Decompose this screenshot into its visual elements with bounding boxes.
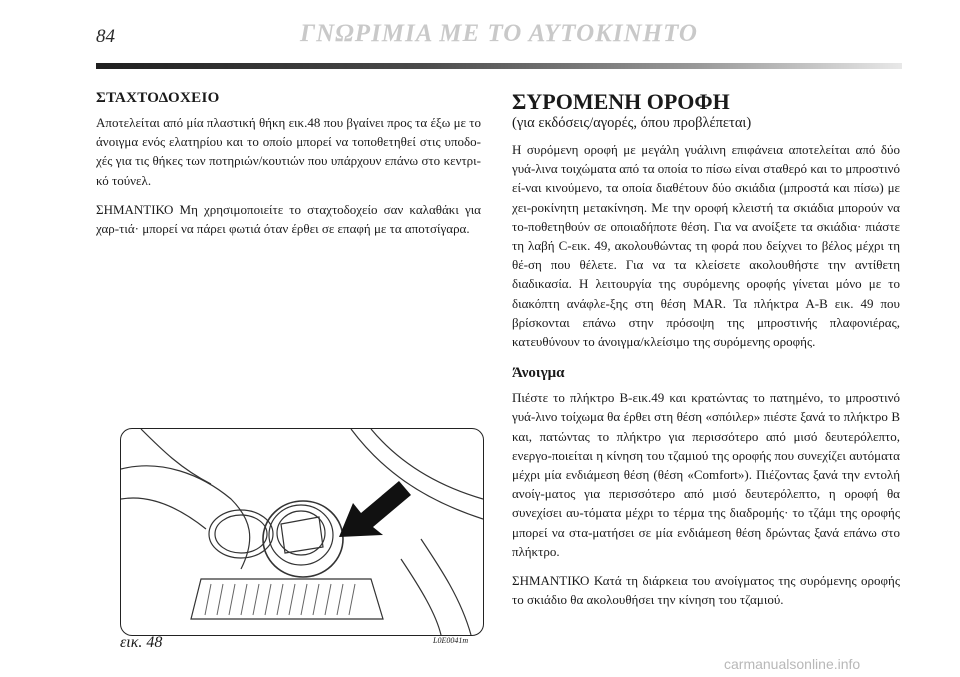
- figure-code: L0E0041m: [433, 636, 469, 645]
- left-column: [96, 90, 481, 248]
- opening-heading: Άνοιγμα: [512, 365, 565, 382]
- sunroof-subtitle: (για εκδόσεις/αγορές, όπου προβλέπεται): [512, 115, 752, 131]
- page-number: 84: [96, 26, 115, 47]
- figure-caption: εικ. 48: [120, 634, 163, 651]
- sunroof-warning: ΣΗΜΑΝΤΙΚΟ Κατά τη διάρκεια του ανοίγματος της συρόμενης οροφής το σκιάδιο θα ακολουθήσει την κίνηση του τζαμιού.: [512, 573, 900, 608]
- sunroof-heading: ΣΥΡΟΜΕΝΗ ΟΡΟΦΗ: [512, 89, 730, 114]
- running-head: ΓΝΩΡΙΜΙΑ ΜΕ ΤΟ ΑΥΤΟΚΙΝΗΤΟ: [300, 20, 698, 47]
- figure-ashtray-illustration: [120, 428, 484, 636]
- ashtray-drawing: [121, 429, 483, 635]
- right-column: [512, 90, 900, 619]
- ashtray-warning: ΣΗΜΑΝΤΙΚΟ Μη χρησιμοποιείτε το σταχτοδοχείο σαν καλαθάκι για χαρ-τιά· μπορεί να πάρει φωτιά όταν έρθει σε επαφή με τα αποτσίγαρα.: [96, 201, 481, 237]
- header-rule: [96, 63, 902, 69]
- arrow-icon: [339, 481, 411, 537]
- ashtray-paragraph: Αποτελείται από μία πλαστική θήκη εικ.48 που βγαίνει προς τα έξω με το άνοιγμα ενός ελατηρίου και το οποίο μπορεί να τοποθετηθεί στις υποδο-χές για τις θήκες των ποτηριών/κουτιών που υπάρχουν επάνω στο κεντρι-κό τούνελ.: [96, 115, 481, 188]
- watermark: carmanualsonline.info: [724, 656, 861, 672]
- sunroof-paragraph: Η συρόμενη οροφή με μεγάλη γυάλινη επιφάνεια αποτελείται από δύο γυά-λινα τοιχώματα από τα οποία το πίσω είναι σταθερό και το μπροστινό εί-ναι κινούμενο, τα οποία διαθέτουν δύο σκιάδια (μπροστά και πίσω) με χει-ροκίνητη μετακίνηση. Με την οροφή κλειστή τα σκιάδια μπορούν να το-ποθετηθούν σε οποιαδήποτε θέση. Για να ανοίξετε τα σκιάδια· πιάστε τη λαβή C-εικ. 49, ακολουθώντας τη φορά που δείχνει το βέλος μέχρι τη θέ-ση που θέλετε. Για να τα κλείσετε ακολουθήστε την αντίθετη διαδικασία. Η λειτουργία της συρόμενης οροφής γίνεται μόνο με το διακόπτη ανάφλε-ξης στη θέση MAR. Τα πλήκτρα A-B εικ. 49 που βρίσκονται επάνω στην πρόσοψη της μπροστινής πλαφονιέρας, κατευθύνουν το άνοιγμα/κλείσιμο της συρόμενης οροφής.: [512, 142, 900, 350]
- opening-paragraph: Πιέστε το πλήκτρο B-εικ.49 και κρατώντας το πατημένο, το μπροστινό γυά-λινο τοίχωμα θα έρθει στη θέση «σπόιλερ» πιέστε ξανά το πλήκτρο B και, πατώντας το πλήκτρο για περισσότερο από μισό δευτερόλεπτο, ενεργο-ποιείται η κίνηση του τζαμιού της οροφής που συνεχίζει αυτόματα μέχρι μία ενδιάμεση θέση (θέση «Comfort»). Πιέζοντας ξανά την εντολή ανοίγ-ματος για περισσότερο από μισό δευτερόλεπτο, η οροφή θα συνεχίσει αυ-τόματα μέχρι το τέρμα της διαδρομής· το τζάμι της οροφής μπορεί να στα-ματήσει σε μία ενδιάμεση θέση δρώντας ξανά επάνω στο πλήκτρο.: [512, 390, 900, 559]
- ashtray-heading: ΣΤΑΧΤΟΔΟΧΕΙΟ: [96, 90, 220, 106]
